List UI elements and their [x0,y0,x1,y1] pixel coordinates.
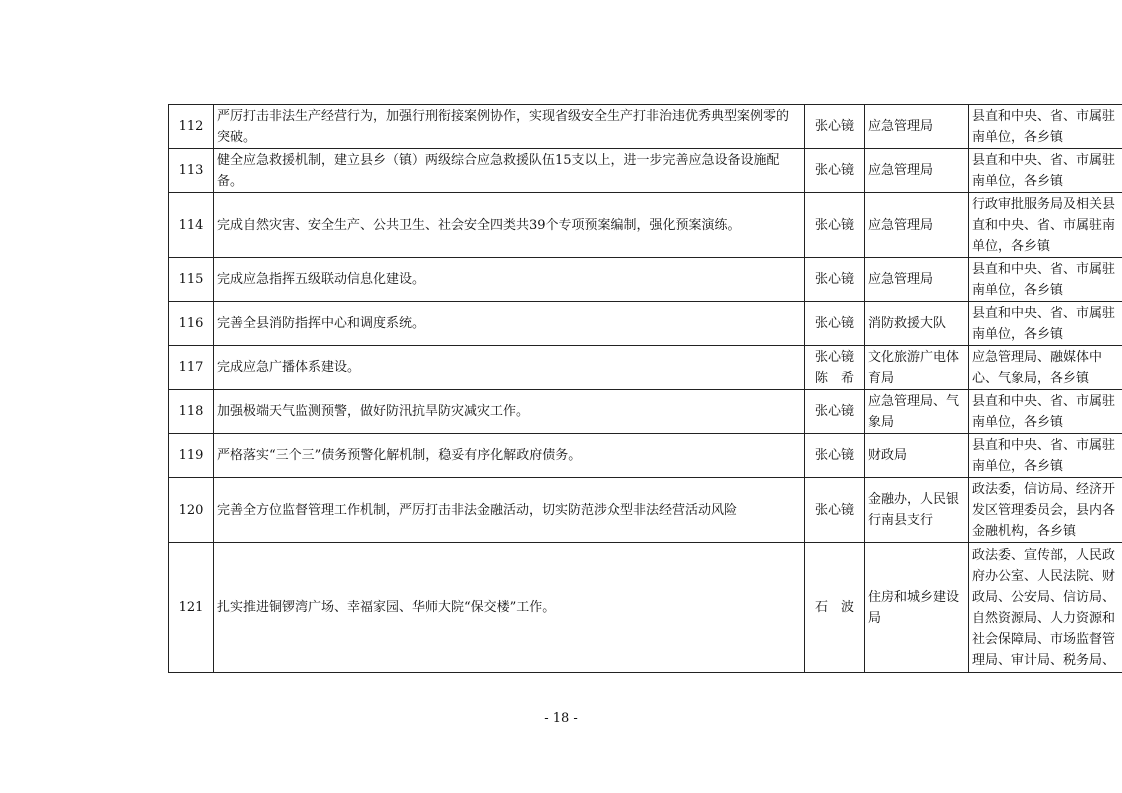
row-number: 121 [169,543,214,673]
table-row [169,390,1122,434]
lead-name: 张心镜 [814,448,854,463]
row-number: 120 [169,478,214,543]
row-number: 112 [169,105,214,149]
dept-cell: 应急管理局、气象局 [865,390,969,434]
table-row [169,478,1122,543]
table-row [169,346,1122,390]
coop-cell: 县直和中央、省、市属驻南单位，各乡镇 [969,434,1122,478]
lead-name: 张心镜 [814,272,854,287]
dept-cell: 金融办，人民银行南县支行 [865,478,969,543]
page-number: - 18 - [544,711,578,726]
coop-cell: 县直和中央、省、市属驻南单位，各乡镇 [969,105,1122,149]
row-number: 117 [169,346,214,390]
task-cell: 完善全县消防指挥中心和调度系统。 [214,302,805,346]
table-row [169,434,1122,478]
table-row [169,149,1122,193]
lead-cell [805,346,865,390]
task-cell: 健全应急救援机制，建立县乡（镇）两级综合应急救援队伍15支以上，进一步完善应急设备设施配备。 [214,149,805,193]
coop-cell: 县直和中央、省、市属驻南单位，各乡镇 [969,258,1122,302]
row-number: 119 [169,434,214,478]
table-row [169,193,1122,258]
dept-cell: 住房和城乡建设局 [865,543,969,673]
row-number: 113 [169,149,214,193]
lead-name: 石 波 [814,600,854,615]
lead-name: 张心镜 [814,316,854,331]
task-cell: 完成自然灾害、安全生产、公共卫生、社会安全四类共39个专项预案编制，强化预案演练。 [214,193,805,258]
coop-cell: 政法委、宣传部，人民政府办公室、人民法院、财政局、公安局、信访局、自然资源局、人力资源和社会保障局、市场监督管理局、审计局、税务局、 [969,543,1122,673]
coop-cell: 县直和中央、省、市属驻南单位，各乡镇 [969,149,1122,193]
lead-name: 张心镜 [814,349,854,365]
table-row [169,302,1122,346]
task-cell: 完成应急广播体系建设。 [214,346,805,390]
dept-cell: 应急管理局 [865,149,969,193]
row-number: 115 [169,258,214,302]
lead-name: 张心镜 [814,119,854,134]
task-cell: 完善全方位监督管理工作机制，严厉打击非法金融活动，切实防范涉众型非法经营活动风险 [214,478,805,543]
lead-cell [805,193,865,258]
table-row [169,105,1122,149]
row-number: 118 [169,390,214,434]
dept-cell: 应急管理局 [865,193,969,258]
dept-cell: 消防救援大队 [865,302,969,346]
lead-cell [805,434,865,478]
coop-cell: 县直和中央、省、市属驻南单位，各乡镇 [969,302,1122,346]
table-body [169,105,1122,673]
lead-name: 张心镜 [814,163,854,178]
task-cell: 严厉打击非法生产经营行为，加强行刑衔接案例协作，实现省级安全生产打非治违优秀典型案例零的突破。 [214,105,805,149]
dept-cell: 应急管理局 [865,258,969,302]
lead-cell [805,390,865,434]
dept-cell: 应急管理局 [865,105,969,149]
task-cell: 扎实推进铜锣湾广场、幸福家园、华师大院“保交楼”工作。 [214,543,805,673]
table-row [169,258,1122,302]
row-number: 116 [169,302,214,346]
lead-cell [805,302,865,346]
task-cell: 完成应急指挥五级联动信息化建设。 [214,258,805,302]
table-row [169,543,1122,673]
task-cell: 加强极端天气监测预警，做好防汛抗旱防灾减灾工作。 [214,390,805,434]
dept-cell: 财政局 [865,434,969,478]
task-table [168,104,1122,673]
lead-name: 张心镜 [814,217,854,233]
coop-cell: 县直和中央、省、市属驻南单位，各乡镇 [969,390,1122,434]
lead-cell [805,478,865,543]
lead-cell [805,543,865,673]
lead-cell [805,149,865,193]
task-cell: 严格落实“三个三”债务预警化解机制，稳妥有序化解政府债务。 [214,434,805,478]
dept-cell: 文化旅游广电体育局 [865,346,969,390]
lead-name: 张心镜 [814,404,854,419]
coop-cell: 政法委，信访局、经济开发区管理委员会，县内各金融机构，各乡镇 [969,478,1122,543]
lead-cell [805,258,865,302]
lead-name: 张心镜 [814,502,854,518]
coop-cell: 应急管理局、融媒体中心、气象局，各乡镇 [969,346,1122,390]
row-number: 114 [169,193,214,258]
lead-cell [805,105,865,149]
coop-cell: 行政审批服务局及相关县直和中央、省、市属驻南单位，各乡镇 [969,193,1122,258]
lead-name: 陈 希 [814,370,854,386]
